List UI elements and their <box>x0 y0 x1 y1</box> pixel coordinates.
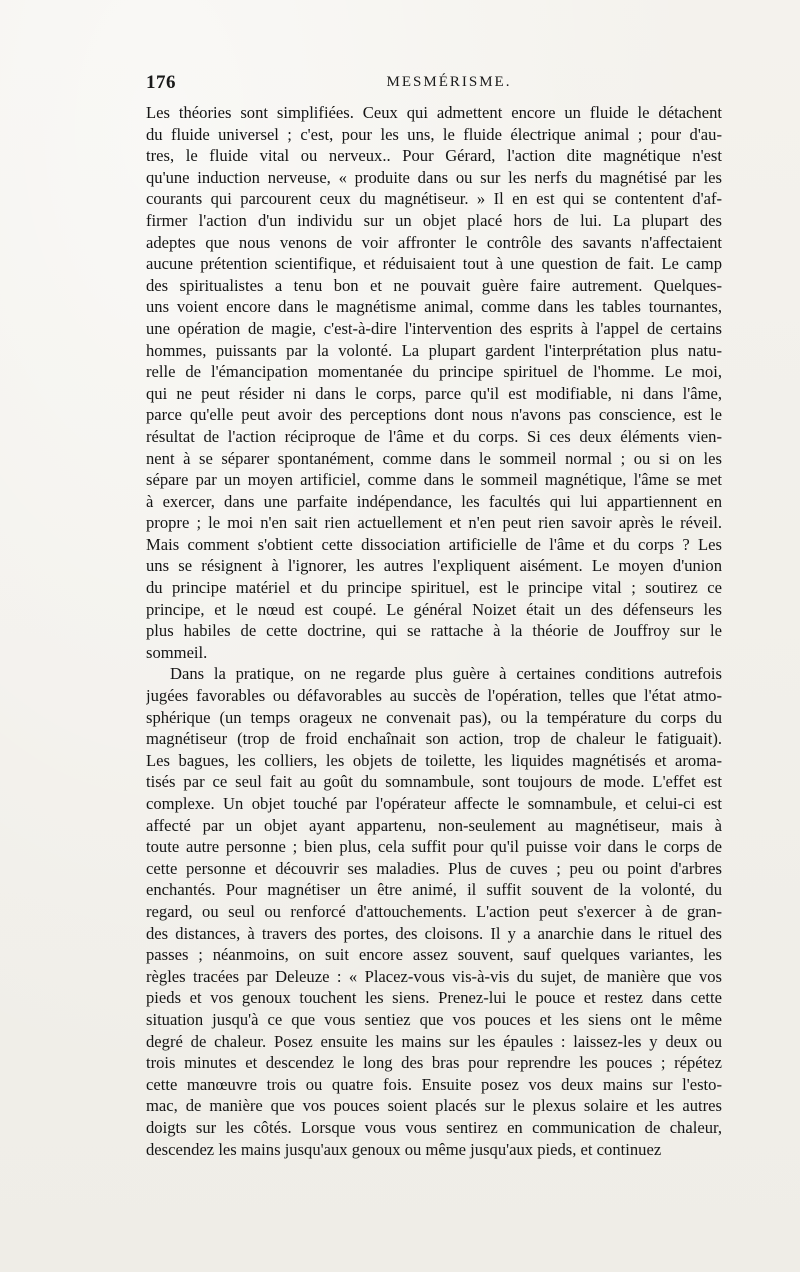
text-line: Les théories sont simplifiées. Ceux qui admettent encore un fluide le détachent <box>146 103 722 122</box>
text-line: passes ; néanmoins, on suit encore assez souvent, sauf quelques variantes, les <box>146 945 722 965</box>
text-line: mac, de manière que vos pouces soient placés sur le plexus solaire et les autres <box>146 1096 722 1116</box>
text-line: des spiritualistes a tenu bon et ne pouvait guère faire autrement. Quelques- <box>146 275 722 295</box>
text-line: uns se résignent à l'ignorer, les autres l'expliquent aisément. Le moyen d'union <box>146 556 722 576</box>
body-text <box>146 102 722 1160</box>
text-line: sommeil. <box>146 642 208 662</box>
text-line: pieds et vos genoux touchent les siens. Prenez-lui le pouce et restez dans cette <box>146 988 722 1008</box>
text-line: complexe. Un objet touché par l'opérateur affecte le somnambule, et celui-ci est <box>146 794 722 813</box>
text-line: du fluide universel ; c'est, pour les uns, le fluide électrique animal ; pour d'au- <box>146 124 722 144</box>
text-line: firmer l'action d'un individu sur un objet placé hors de lui. La plupart des <box>146 210 722 230</box>
text-line: une opération de magie, c'est-à-dire l'intervention des esprits à l'appel de certains <box>146 318 722 338</box>
paragraph-theories <box>146 102 722 663</box>
text-line: nent à se séparer spontanément, comme dans le sommeil normal ; ou si on les <box>146 448 722 468</box>
text-line: du principe matériel et du principe spirituel, est le principe vital ; soutirez ce <box>146 578 722 598</box>
text-line: résultat de l'action réciproque de l'âme et du corps. Si ces deux éléments vien- <box>146 426 722 446</box>
text-line: des distances, à travers des portes, des cloisons. Il y a anarchie dans le rituel des <box>146 923 722 943</box>
text-line: regard, ou seul ou renforcé d'attouchements. L'action peut s'exercer à de gran- <box>146 901 722 921</box>
text-line: principe, et le nœud est coupé. Le général Noizet était un des défenseurs les <box>146 599 722 619</box>
text-line: degré de chaleur. Posez ensuite les mains sur les épaules : laissez-les y deux ou <box>146 1031 722 1051</box>
text-line: qui ne peut résider ni dans le corps, parce qu'il est modifiable, ni dans l'âme, <box>146 383 722 403</box>
text-line: situation jusqu'à ce que vous sentiez que vos pouces et les siens ont le même <box>146 1009 722 1029</box>
text-line: enchantés. Pour magnétiser un être animé, il suffit souvent de la volonté, du <box>146 880 722 900</box>
text-line: sphérique (un temps orageux ne convenait pas), ou la température du corps du <box>146 707 722 727</box>
text-line: relle de l'émancipation momentanée du principe spirituel de l'homme. Le moi, <box>146 362 722 382</box>
text-line: à exercer, dans une parfaite indépendance, les facultés qui lui appartiennent en <box>146 491 722 511</box>
text-line: Mais comment s'obtient cette dissociation artificielle de l'âme et du corps ? Les <box>146 534 722 554</box>
text-line: propre ; le moi n'en sait rien actuellement et n'en peut rien savoir après le réveil. <box>146 513 722 533</box>
text-line: plus habiles de cette doctrine, qui se rattache à la théorie de Jouffroy sur le <box>146 621 722 641</box>
text-line: trois minutes et descendez le long des bras pour reprendre les pouces ; répétez <box>146 1053 722 1073</box>
text-line: aucune prétention scientifique, et réduisaient tout à une question de fait. Le camp <box>146 254 722 274</box>
text-line: doigts sur les côtés. Lorsque vous vous sentirez en communication de chaleur, <box>146 1117 722 1137</box>
text-line: règles tracées par Deleuze : « Placez-vous vis-à-vis du sujet, de manière que vos <box>146 966 722 986</box>
text-line: affecté par un objet ayant appartenu, non-seulement au magnétiseur, mais à <box>146 815 722 835</box>
page-header <box>146 72 722 96</box>
text-line: Dans la pratique, on ne regarde plus guère à certaines conditions autrefois <box>170 664 722 684</box>
text-line: magnétiseur (trop de froid enchaînait son action, trop de chaleur le fatiguait). <box>146 729 722 749</box>
text-line: hommes, puissants par la volonté. La plupart gardent l'interprétation plus natu- <box>146 340 722 360</box>
text-line: sépare par un moyen artificiel, comme dans le sommeil magnétique, l'âme se met <box>146 470 722 490</box>
text-line: cette manœuvre trois ou quatre fois. Ensuite posez vos deux mains sur l'esto- <box>146 1074 722 1094</box>
text-line: qu'une induction nerveuse, « produite dans ou sur les nerfs du magnétisé par les <box>146 167 722 187</box>
text-line: parce qu'elle peut avoir des perceptions dont nous n'avons pas conscience, est le <box>146 405 722 425</box>
text-line: adeptes que nous venons de voir affronter le contrôle des savants n'affectaient <box>146 232 722 252</box>
text-line: uns voient encore dans le magnétisme animal, comme dans les tables tournantes, <box>146 297 722 317</box>
text-line: jugées favorables ou défavorables au succès de l'opération, telles que l'état atmo- <box>146 686 722 706</box>
text-line: descendez les mains jusqu'aux genoux ou même jusqu'aux pieds, et continuez <box>146 1139 662 1159</box>
text-line: cette personne et découvrir ses maladies. Plus de cuves ; peu ou point d'arbres <box>146 858 722 878</box>
running-title: MESMÉRISME. <box>386 74 512 90</box>
text-line: courants qui parcourent ceux du magnétiseur. » Il en est qui se contentent d'af- <box>146 189 722 209</box>
page-number: 176 <box>146 72 176 93</box>
text-line: toute autre personne ; bien plus, cela suffit pour qu'il puisse voir dans le corps de <box>146 837 722 857</box>
text-line: tisés par ce seul fait au goût du somnambule, sont toujours de mode. L'effet est <box>146 772 722 792</box>
text-line: Les bagues, les colliers, les objets de toilette, les liquides magnétisés et aroma- <box>146 750 722 770</box>
paragraph-pratique <box>146 663 722 1160</box>
text-line: tres, le fluide vital ou nerveux.. Pour Gérard, l'action dite magnétique n'est <box>146 146 722 166</box>
